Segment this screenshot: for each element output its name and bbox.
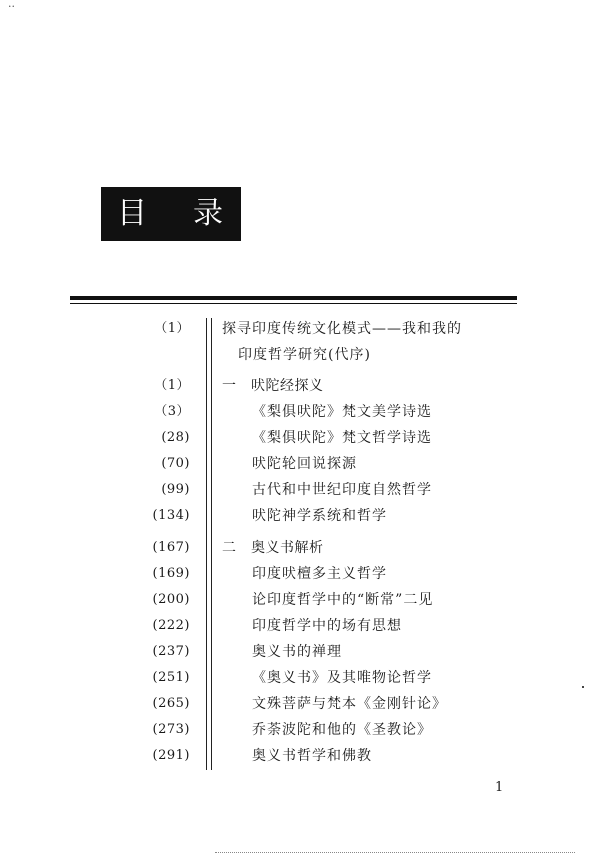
toc-title-char-2: 录 [193, 196, 223, 231]
toc-page-ref: （1） [154, 378, 190, 393]
toc-entry-title: 吠陀神学系统和哲学 [252, 508, 387, 524]
toc-section-title: 二 奥义书解析 [222, 540, 324, 556]
toc-page-ref: (99) [161, 482, 190, 497]
toc-entry-title: 《梨俱吠陀》梵文美学诗选 [252, 404, 432, 420]
toc-page-ref: (237) [152, 644, 190, 659]
toc-entry-title: 乔荼波陀和他的《圣教论》 [252, 722, 432, 738]
toc-entry-title: 《梨俱吠陀》梵文哲学诗选 [252, 430, 432, 446]
toc-entry-title: 奥义书哲学和佛教 [252, 748, 372, 764]
toc-page-ref: (167) [152, 540, 190, 555]
toc-entry-title: 奥义书的禅理 [252, 644, 342, 660]
toc-page-ref: (70) [161, 456, 190, 471]
column-divider-right [211, 318, 212, 770]
toc-page-ref: （3） [154, 404, 190, 419]
toc-entry-title: 探寻印度传统文化模式——我和我的 [222, 321, 462, 337]
toc-entry-title: 吠陀轮回说探源 [252, 456, 357, 472]
header-rule-thick [70, 296, 517, 300]
toc-title-block [101, 187, 241, 241]
toc-entry-title: 古代和中世纪印度自然哲学 [252, 482, 432, 498]
toc-section-title: 一 吠陀经探义 [222, 378, 324, 394]
toc-entry-title: 印度哲学中的场有思想 [252, 618, 402, 634]
toc-entry-title: 印度吠檀多主义哲学 [252, 566, 387, 582]
header-rule-thin [70, 303, 517, 304]
toc-page-ref: (169) [152, 566, 190, 581]
scan-edge-artifact [215, 852, 575, 855]
scan-speck [582, 686, 584, 688]
toc-entry-title: 文殊菩萨与梵本《金刚针论》 [252, 696, 447, 712]
toc-page-ref: (291) [152, 748, 190, 763]
toc-page-ref: (134) [152, 508, 190, 523]
toc-entry-title: 《奥义书》及其唯物论哲学 [252, 670, 432, 686]
page-number: 1 [495, 780, 504, 795]
corner-mark: ·· [8, 0, 15, 13]
toc-entry-title: 论印度哲学中的“断常”二见 [252, 592, 434, 608]
toc-entry-title: 印度哲学研究(代序) [238, 347, 371, 363]
toc-page-ref: （1） [154, 321, 190, 336]
toc-page-ref: (200) [152, 592, 190, 607]
toc-page-ref: (273) [152, 722, 190, 737]
column-divider-left [206, 318, 207, 770]
toc-page-ref: (222) [152, 618, 190, 633]
toc-page-ref: (28) [161, 430, 190, 445]
toc-title-char-1: 目 [117, 196, 147, 231]
toc-page-ref: (265) [152, 696, 190, 711]
toc-page-ref: (251) [152, 670, 190, 685]
